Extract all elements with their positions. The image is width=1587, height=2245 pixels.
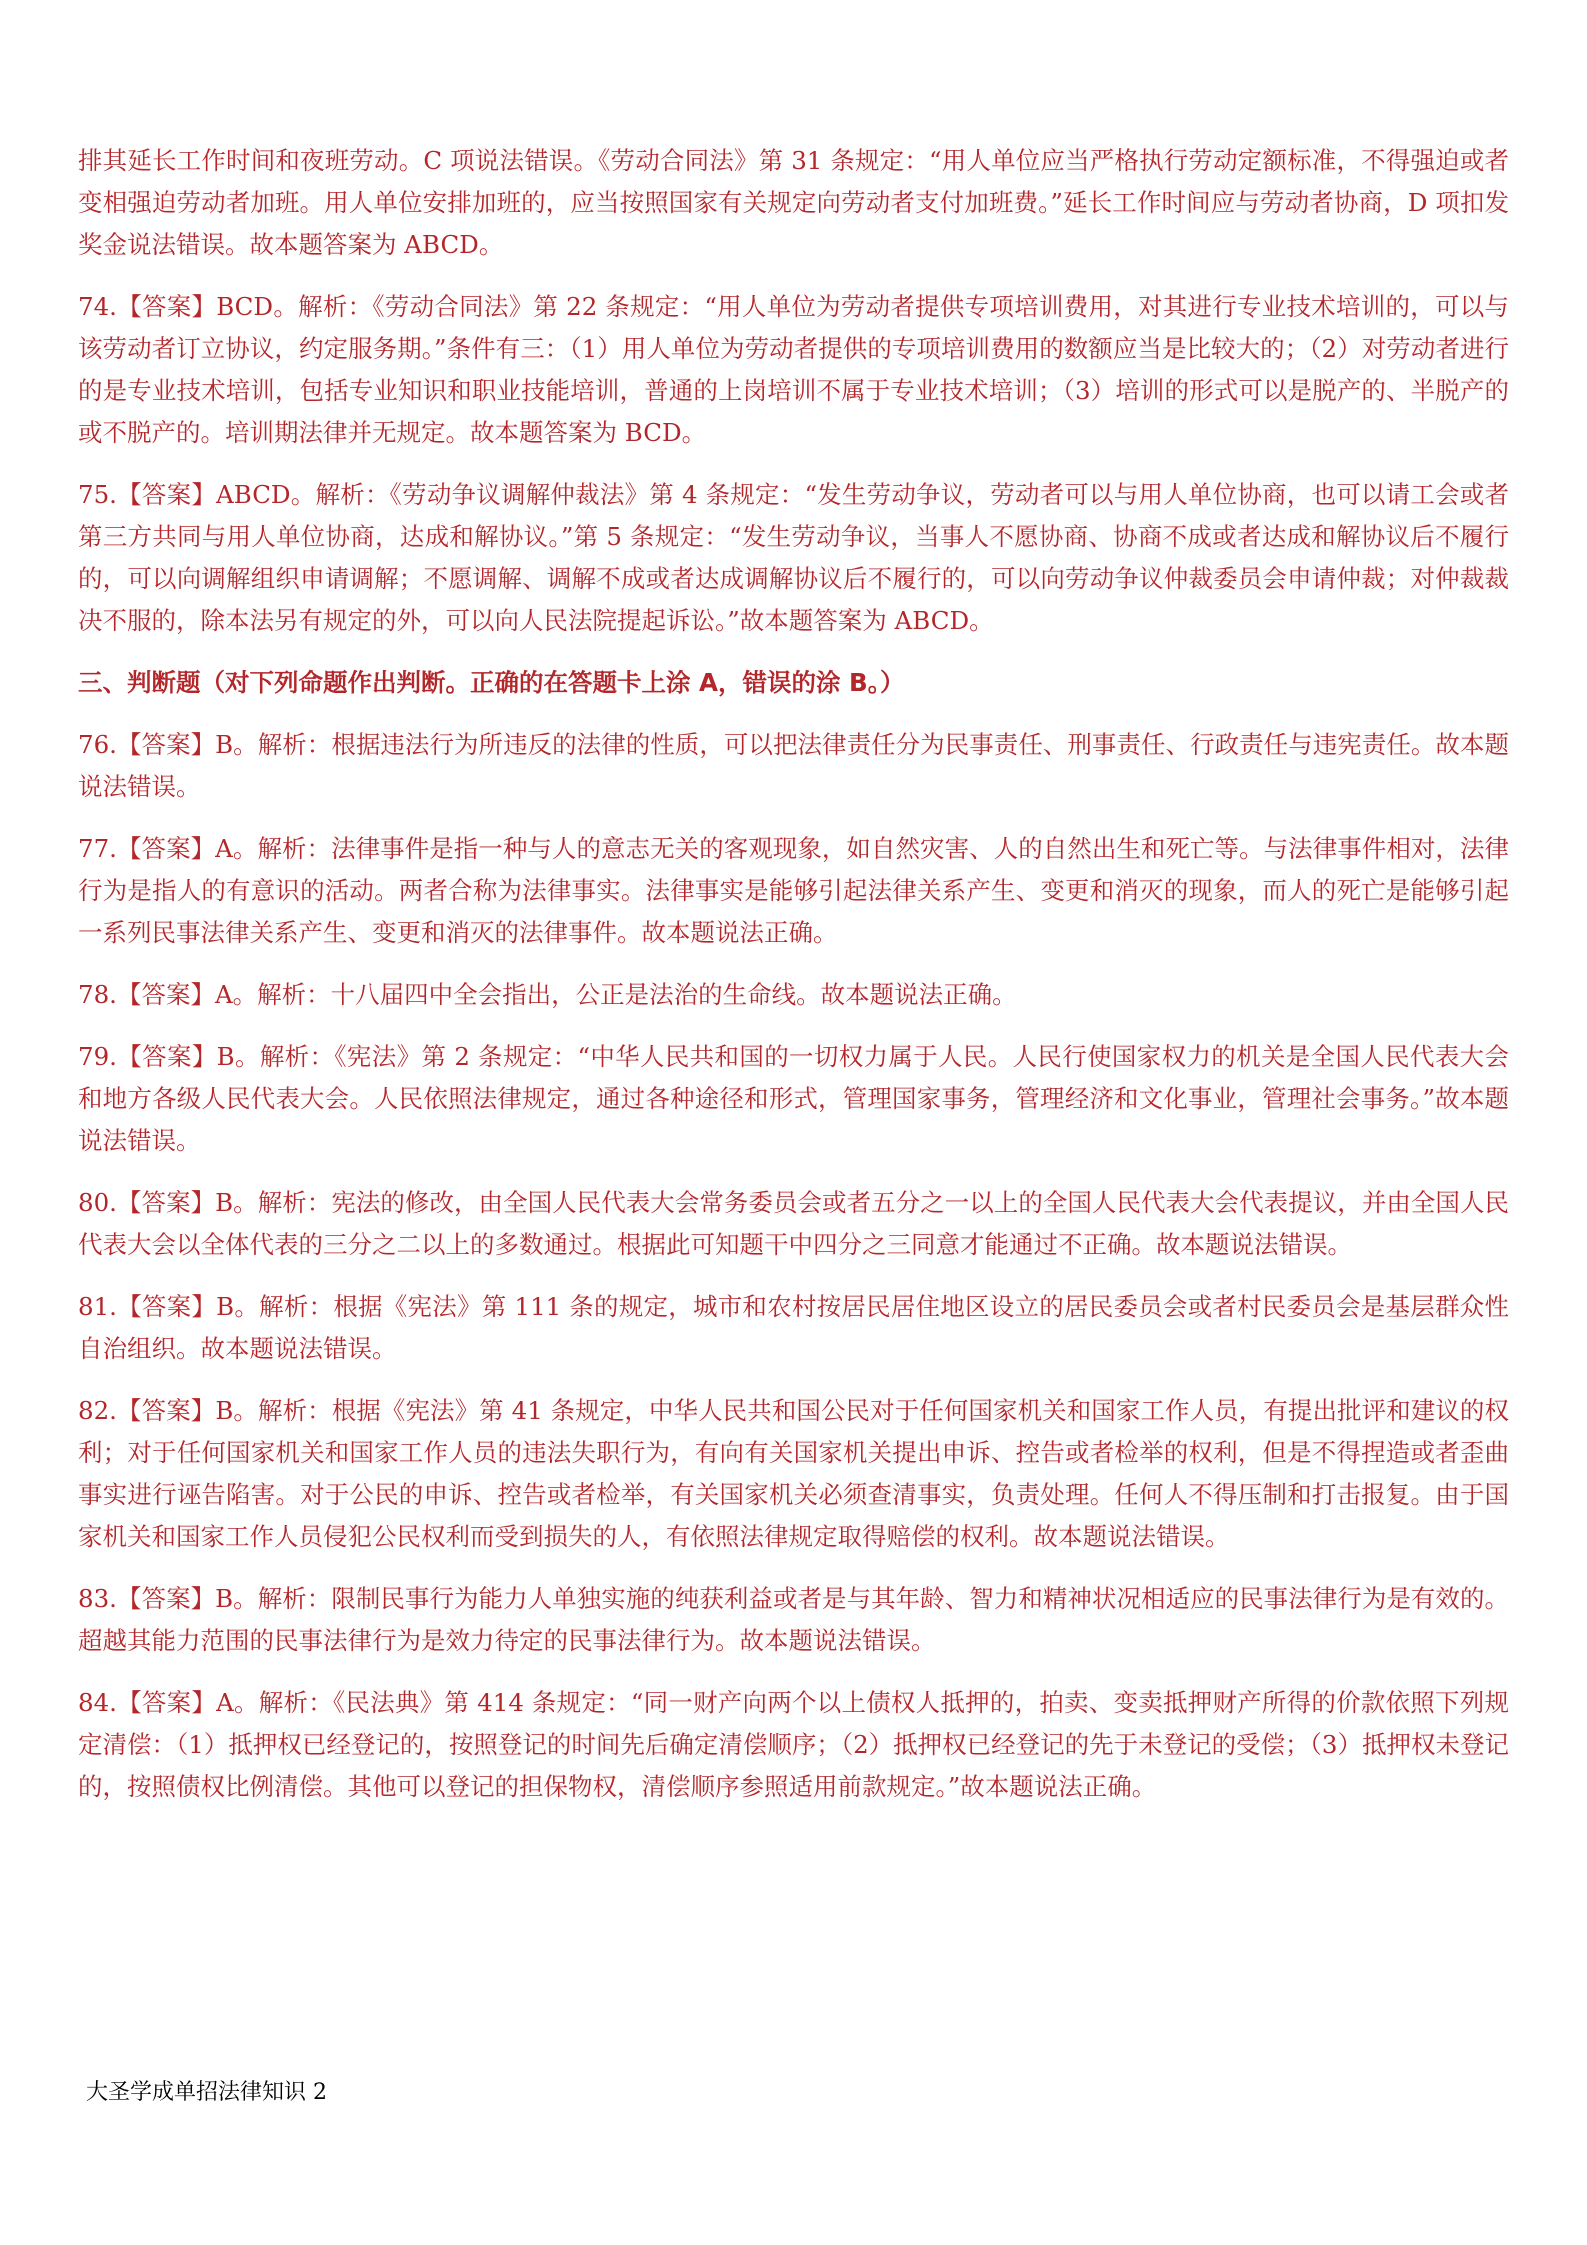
- answer-74: 74.【答案】BCD。解析：《劳动合同法》第 22 条规定：“用人单位为劳动者提供专项培训费用，对其进行专业技术培训的，可以与该劳动者订立协议，约定服务期。”条件有三：（1）用人单位为劳动者提供的专项培训费用的数额应当是比较大的；（2）对劳动者进行的是专业技术培训，包括专业知识和职业技能培训，普通的上岗培训不属于专业技术培训；（3）培训的形式可以是脱产的、半脱产的或不脱产的。培训期法律并无规定。故本题答案为 BCD。: [78, 292, 1509, 447]
- answer-82: 82.【答案】B。解析：根据《宪法》第 41 条规定，中华人民共和国公民对于任何国家机关和国家工作人员，有提出批评和建议的权利；对于任何国家机关和国家工作人员的违法失职行为，有向有关国家机关提出申诉、控告或者检举的权利，但是不得捏造或者歪曲事实进行诬告陷害。对于公民的申诉、控告或者检举，有关国家机关必须查清事实，负责处理。任何人不得压制和打击报复。由于国家机关和国家工作人员侵犯公民权利而受到损失的人，有依照法律规定取得赔偿的权利。故本题说法错误。: [78, 1396, 1509, 1551]
- answer-79: 79.【答案】B。解析：《宪法》第 2 条规定：“中华人民共和国的一切权力属于人民。人民行使国家权力的机关是全国人民代表大会和地方各级人民代表大会。人民依照法律规定，通过各种途径和形式，管理国家事务，管理经济和文化事业，管理社会事务。”故本题说法错误。: [78, 1042, 1509, 1155]
- answer-76: 76.【答案】B。解析：根据违法行为所违反的法律的性质，可以把法律责任分为民事责任、刑事责任、行政责任与违宪责任。故本题说法错误。: [78, 730, 1509, 801]
- answer-83: 83.【答案】B。解析：限制民事行为能力人单独实施的纯获利益或者是与其年龄、智力和精神状况相适应的民事法律行为是有效的。超越其能力范围的民事法律行为是效力待定的民事法律行为。故本题说法错误。: [78, 1584, 1509, 1655]
- paragraph-continuation: 排其延长工作时间和夜班劳动。C 项说法错误。《劳动合同法》第 31 条规定：“用人单位应当严格执行劳动定额标准，不得强迫或者变相强迫劳动者加班。用人单位安排加班的，应当按照国家有关规定向劳动者支付加班费。”延长工作时间应与劳动者协商，D 项扣发奖金说法错误。故本题答案为 ABCD。: [78, 146, 1509, 259]
- answer-84: 84.【答案】A。解析：《民法典》第 414 条规定：“同一财产向两个以上债权人抵押的，拍卖、变卖抵押财产所得的价款依照下列规定清偿：（1）抵押权已经登记的，按照登记的时间先后确定清偿顺序；（2）抵押权已经登记的先于未登记的受偿；（3）抵押权未登记的，按照债权比例清偿。其他可以登记的担保物权，清偿顺序参照适用前款规定。”故本题说法正确。: [78, 1688, 1510, 1801]
- answer-80: 80.【答案】B。解析：宪法的修改，由全国人民代表大会常务委员会或者五分之一以上的全国人民代表大会代表提议，并由全国人民代表大会以全体代表的三分之二以上的多数通过。根据此可知题干中四分之三同意才能通过不正确。故本题说法错误。: [78, 1188, 1509, 1259]
- section-heading: 三、判断题（对下列命题作出判断。正确的在答题卡上涂 A，错误的涂 B。）: [78, 668, 905, 697]
- answer-77: 77.【答案】A。解析：法律事件是指一种与人的意志无关的客观现象，如自然灾害、人的自然出生和死亡等。与法律事件相对，法律行为是指人的有意识的活动。两者合称为法律事实。法律事实是能够引起法律关系产生、变更和消灭的现象，而人的死亡是能够引起一系列民事法律关系产生、变更和消灭的法律事件。故本题说法正确。: [78, 834, 1509, 947]
- answer-78: 78.【答案】A。解析：十八届四中全会指出，公正是法治的生命线。故本题说法正确。: [78, 980, 1017, 1009]
- answer-75: 75.【答案】ABCD。解析：《劳动争议调解仲裁法》第 4 条规定：“发生劳动争议，劳动者可以与用人单位协商，也可以请工会或者第三方共同与用人单位协商，达成和解协议。”第 5 条规定：“发生劳动争议，当事人不愿协商、协商不成或者达成和解协议后不履行的，可以向调解组织申请调解；不愿调解、调解不成或者达成调解协议后不履行的，可以向劳动争议仲裁委员会申请仲裁；对仲裁裁决不服的，除本法另有规定的外，可以向人民法院提起诉讼。”故本题答案为 ABCD。: [78, 480, 1509, 635]
- answer-81: 81.【答案】B。解析：根据《宪法》第 111 条的规定，城市和农村按居民居住地区设立的居民委员会或者村民委员会是基层群众性自治组织。故本题说法错误。: [78, 1292, 1509, 1363]
- page-footer: 大圣学成单招法律知识 2: [86, 2080, 327, 2105]
